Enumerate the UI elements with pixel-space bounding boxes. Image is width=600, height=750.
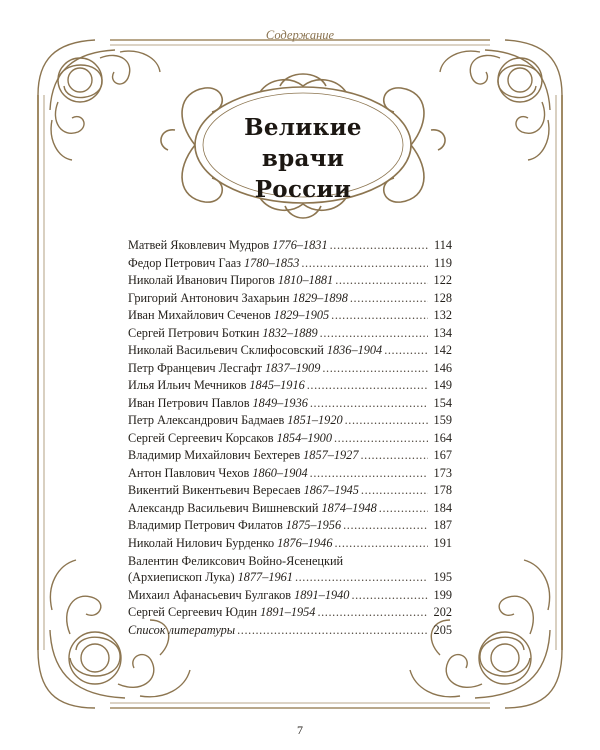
leader-dots [335, 273, 428, 288]
entry-name: Григорий Антонович Захарьин [128, 290, 290, 305]
leader-dots [320, 326, 428, 341]
entry-name: Сергей Сергеевич Корсаков [128, 430, 274, 445]
toc-entry[interactable] [128, 431, 452, 449]
entry-years: 1877–1961 [237, 570, 293, 584]
entry-page: 187 [433, 518, 452, 532]
entry-name: Владимир Михайлович Бехтерев [128, 448, 301, 462]
toc-entry[interactable] [128, 361, 452, 379]
entry-name: Сергей Петрович Боткин [128, 325, 260, 340]
entry-page: 134 [433, 325, 452, 340]
entry-years: 1837–1909 [265, 360, 321, 375]
chapter-title-line2: врачи России [254, 145, 352, 203]
leader-dots [334, 536, 428, 551]
toc-entry[interactable] [128, 536, 452, 554]
toc-entry[interactable] [128, 518, 452, 536]
toc-entry[interactable] [128, 343, 452, 361]
toc-entry[interactable] [128, 326, 452, 344]
entry-page: 184 [433, 500, 452, 515]
entry-page: 132 [433, 308, 452, 322]
leader-dots [330, 238, 428, 253]
entry-name: (Архиепископ Лука) [128, 570, 235, 584]
leader-dots [331, 308, 428, 323]
leader-dots [345, 413, 428, 428]
entry-years: 1836–1904 [326, 343, 383, 357]
entry-page: 191 [433, 535, 452, 550]
entry-years: 1829–1898 [292, 290, 348, 305]
entry-years: 1845–1916 [249, 378, 305, 392]
leader-dots [317, 605, 428, 620]
entry-years: 1876–1946 [277, 535, 333, 550]
entry-years: 1874–1948 [321, 500, 377, 515]
page-number: 7 [297, 723, 303, 737]
entry-name: Николай Иванович Пирогов [128, 273, 275, 287]
entry-name: Матвей Яковлевич Мудров [128, 238, 270, 252]
toc-entry[interactable] [128, 448, 452, 466]
entry-years: 1891–1954 [260, 605, 316, 619]
toc-entry[interactable] [128, 413, 452, 431]
entry-name: Александр Васильевич Вишневский [128, 500, 319, 515]
entry-name: Федор Петрович Гааз [128, 255, 242, 270]
entry-years: 1860–1904 [252, 465, 308, 480]
leader-dots [322, 361, 428, 376]
leader-dots [295, 570, 428, 585]
entry-page: 167 [433, 448, 452, 462]
entry-page: 159 [433, 413, 452, 427]
entry-page: 146 [433, 360, 452, 375]
corner-ornament-top-left [38, 40, 160, 160]
entry-page: 164 [433, 430, 452, 445]
leader-dots [361, 483, 428, 498]
corner-ornament-top-right [440, 40, 562, 160]
leader-dots [350, 291, 428, 306]
entry-name: Иван Михайлович Сеченов [128, 308, 271, 322]
leader-dots [307, 378, 428, 393]
chapter-title [218, 112, 388, 205]
toc-entry[interactable] [128, 588, 452, 606]
toc-entry[interactable] [128, 273, 452, 291]
toc-entry[interactable] [128, 396, 452, 414]
running-header [0, 28, 600, 43]
chapter-title-line1: Великие [244, 114, 362, 141]
toc-entry[interactable] [128, 308, 452, 326]
entry-page: 202 [433, 605, 452, 619]
entry-name: Викентий Викентьевич Вересаев [128, 483, 301, 497]
leader-dots [310, 466, 428, 481]
entry-page: 122 [433, 273, 452, 287]
section-title: Содержание [265, 28, 335, 42]
entry-years: 1780–1853 [244, 255, 300, 270]
entry-page: 114 [434, 238, 452, 252]
entry-name: Илья Ильич Мечников [128, 378, 247, 392]
leader-dots [334, 431, 428, 446]
toc-entry[interactable] [128, 466, 452, 484]
entry-years: 1867–1945 [303, 483, 359, 497]
entry-page: 178 [433, 483, 452, 497]
entry-name: Николай Нилович Бурденко [128, 535, 275, 550]
table-of-contents [128, 238, 452, 640]
leader-dots [343, 518, 428, 533]
entry-years: 1829–1905 [273, 308, 330, 322]
entry-name: Иван Петрович Павлов [128, 395, 250, 410]
entry-page: 205 [433, 622, 452, 637]
toc-entry[interactable] [128, 256, 452, 274]
entry-name-line1: Валентин Феликсович Войно-Ясенецкий [128, 554, 344, 568]
entry-name: Петр Александрович Бадмаев [128, 413, 285, 427]
leader-dots [237, 623, 428, 638]
entry-years: 1857–1927 [303, 448, 359, 462]
entry-years: 1854–1900 [276, 430, 332, 445]
entry-page: 142 [433, 343, 452, 357]
toc-entry[interactable] [128, 238, 452, 256]
entry-name: Сергей Сергеевич Юдин [128, 605, 258, 619]
toc-entry[interactable] [128, 378, 452, 396]
entry-name: Владимир Петрович Филатов [128, 518, 283, 532]
entry-years: 1832–1889 [262, 325, 318, 340]
toc-entry[interactable] [128, 483, 452, 501]
leader-dots [351, 588, 428, 603]
leader-dots [384, 343, 428, 358]
entry-name: Михаил Афанасьевич Булгаков [128, 587, 292, 602]
entry-years: 1849–1936 [252, 395, 308, 410]
toc-entry[interactable] [128, 501, 452, 519]
leader-dots [310, 396, 428, 411]
entry-years: 1776–1831 [272, 238, 328, 252]
entry-name: Петр Францевич Лесгафт [128, 360, 262, 375]
entry-page: 154 [433, 395, 452, 410]
entry-page: 128 [433, 290, 452, 305]
entry-years: 1875–1956 [285, 518, 342, 532]
toc-entry[interactable] [128, 291, 452, 309]
entry-page: 173 [433, 465, 452, 480]
entry-years: 1810–1881 [277, 273, 334, 287]
toc-entry[interactable] [128, 605, 452, 623]
entry-years: 1851–1920 [287, 413, 343, 427]
entry-page: 119 [434, 255, 452, 270]
toc-entry-bibliography[interactable] [128, 623, 452, 641]
leader-dots [301, 256, 428, 271]
entry-name: Николай Васильевич Склифосовский [128, 343, 324, 357]
entry-page: 199 [433, 587, 452, 602]
leader-dots [360, 448, 428, 463]
entry-name: Антон Павлович Чехов [128, 465, 250, 480]
toc-entry[interactable] [128, 553, 452, 588]
entry-page: 149 [433, 378, 452, 392]
entry-years: 1891–1940 [294, 587, 350, 602]
leader-dots [379, 501, 428, 516]
entry-name: Список литературы [128, 622, 236, 637]
entry-page: 195 [433, 570, 452, 584]
